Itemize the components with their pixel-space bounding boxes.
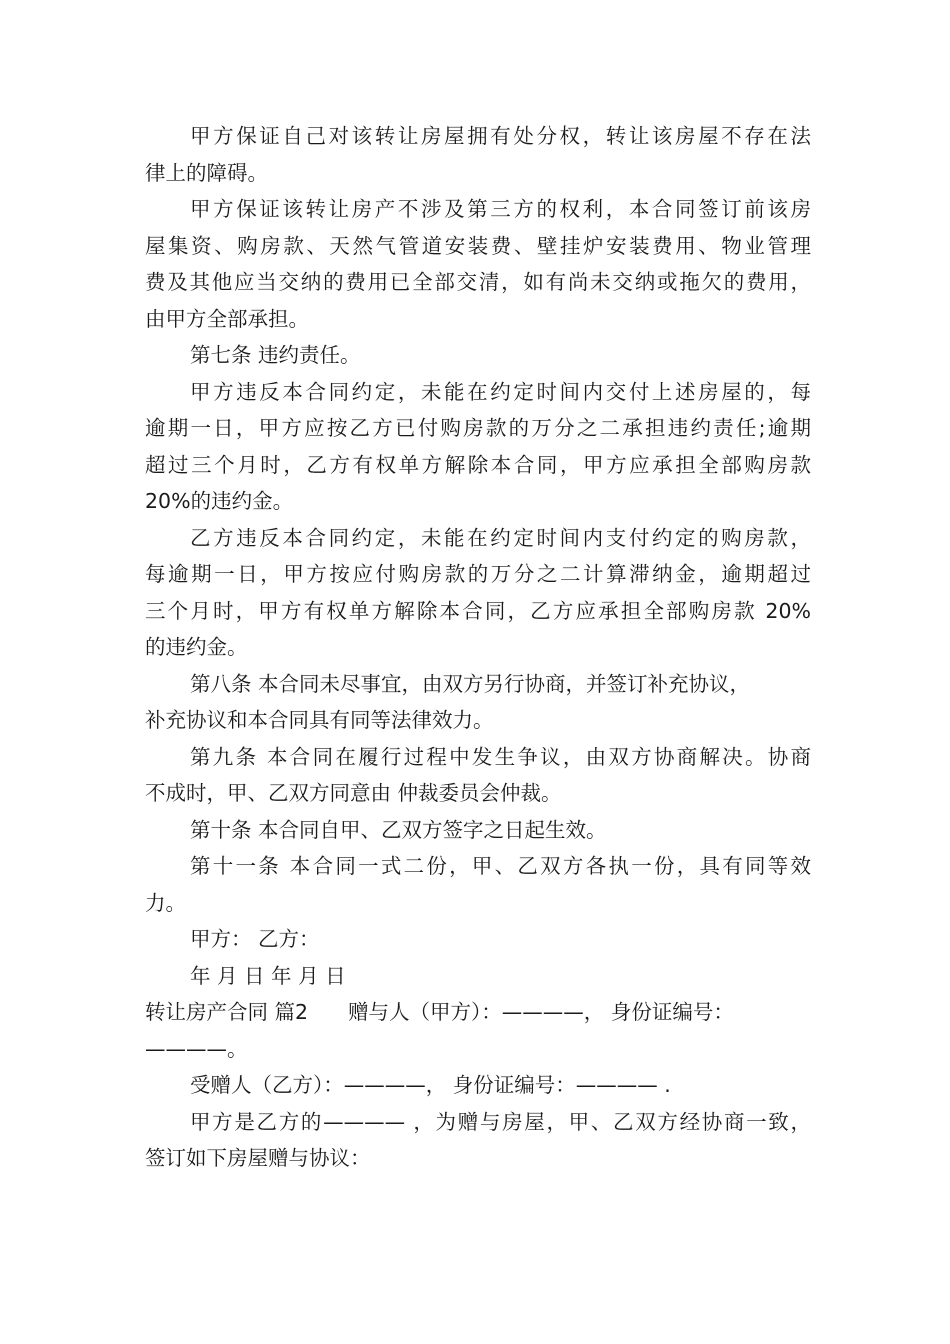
paragraph-line: 甲方保证自己对该转让房屋拥有处分权，转让该房屋不存在法 <box>190 124 811 148</box>
paragraph-line: 律上的障碍。 <box>145 160 268 185</box>
paragraph-line: 乙方违反本合同约定，未能在约定时间内支付约定的购房款， <box>190 525 811 550</box>
paragraph-line: 不成时，甲、乙双方同意由 仲裁委员会仲裁。 <box>145 781 562 805</box>
paragraph-line: 力。 <box>145 890 186 915</box>
paragraph-line: 费及其他应当交纳的费用已全部交清，如有尚未交纳或拖欠的费用， <box>145 270 811 294</box>
paragraph-line: 甲方是乙方的———— ，为赠与房屋，甲、乙双方经协商一致， <box>190 1109 811 1134</box>
paragraph-line: 第九条 本合同在履行过程中发生争议，由双方协商解决。协商 <box>190 744 811 769</box>
paragraph-line: 第十一条 本合同一式二份，甲、乙双方各执一份，具有同等效 <box>190 854 811 878</box>
paragraph-line: 补充协议和本合同具有同等法律效力。 <box>145 708 494 732</box>
paragraph-line: 第八条 本合同未尽事宜，由双方另行协商，并签订补充协议， <box>190 671 751 696</box>
paragraph-line: 每逾期一日，甲方按应付购房款的万分之二计算滞纳金，逾期超过 <box>145 562 811 586</box>
document-body <box>145 118 811 1177</box>
paragraph-line: 甲方违反本合同约定，未能在约定时间内交付上述房屋的，每 <box>190 379 811 404</box>
paragraph-line: 签订如下房屋赠与协议： <box>145 1146 371 1170</box>
paragraph-line: ————。 <box>145 1036 248 1061</box>
paragraph-line: 由甲方全部承担。 <box>145 306 309 331</box>
signature-parties: 甲方： 乙方： <box>190 927 320 951</box>
paragraph-line: 甲方保证该转让房产不涉及第三方的权利，本合同签订前该房 <box>190 197 811 221</box>
donor-line: 赠与人（甲方）：————， 身份证编号： <box>348 1000 734 1024</box>
signature-dates: 年 月 日 年 月 日 <box>190 963 346 988</box>
split-line <box>145 994 811 1031</box>
paragraph-line: 20%的违约金。 <box>145 489 294 513</box>
paragraph-line: 屋集资、购房款、天然气管道安装费、壁挂炉安装费用、物业管理 <box>145 233 811 258</box>
section-title: 转让房产合同 篇2 <box>145 1000 309 1024</box>
paragraph-line: 超过三个月时，乙方有权单方解除本合同，甲方应承担全部购房款 <box>145 452 811 477</box>
section-heading: 第七条 违约责任。 <box>190 343 361 367</box>
paragraph-line: 三个月时，甲方有权单方解除本合同，乙方应承担全部购房款 20% <box>145 598 811 623</box>
paragraph-line: 逾期一日，甲方应按乙方已付购房款的万分之二承担违约责任;逾期 <box>145 416 811 440</box>
paragraph-line: 第十条 本合同自甲、乙双方签字之日起生效。 <box>190 817 607 842</box>
paragraph-line: 的违约金。 <box>145 635 248 659</box>
donee-line: 受赠人（乙方）：————， 身份证编号：———— . <box>190 1073 671 1097</box>
